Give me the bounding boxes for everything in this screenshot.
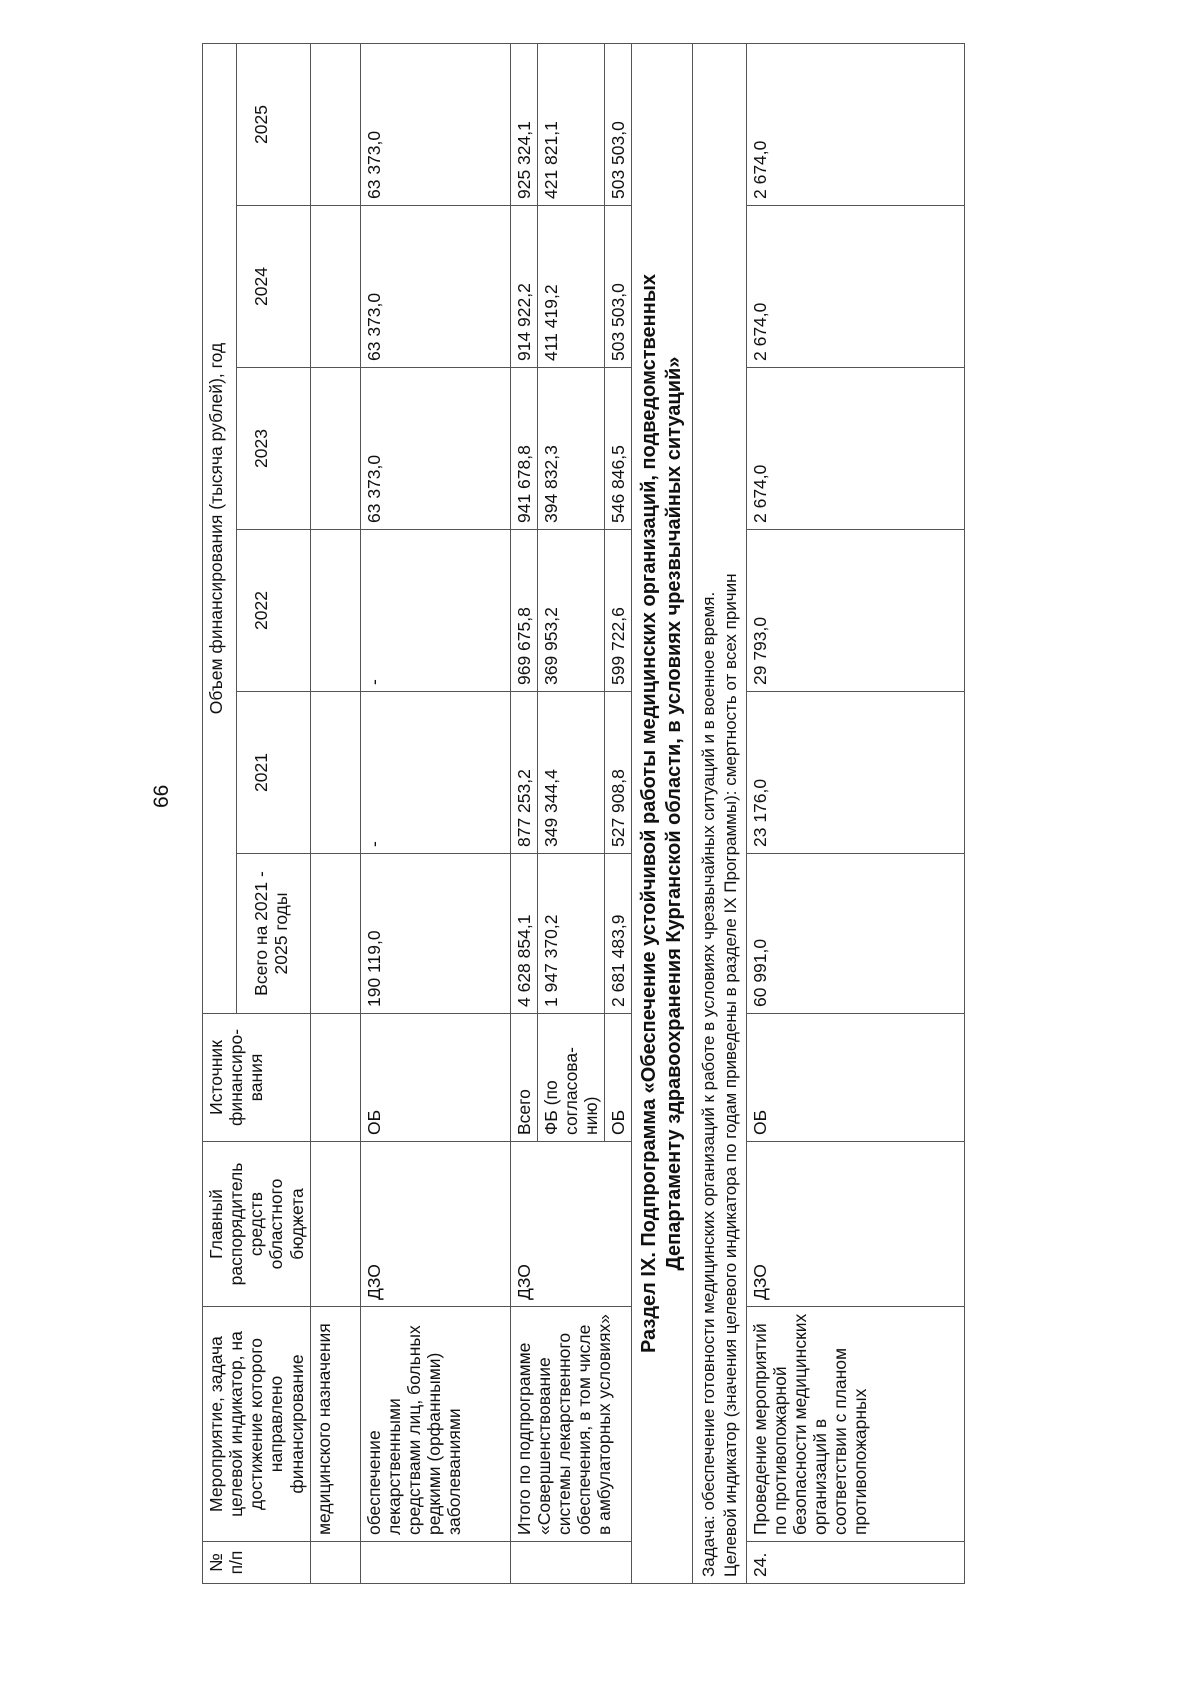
header-year-2022: 2022 (237, 530, 310, 692)
subtotal-2023: 546 846,5 (605, 368, 632, 530)
task-row (693, 44, 747, 1584)
cell-activity: Проведение мероприятий по противопожарной безопасности медицинских организаций в соответствии с планом противопожарных (746, 1307, 964, 1542)
cell-total (310, 854, 360, 1014)
cell-2025: 63 373,0 (360, 44, 510, 206)
section-title-line-2: Департаменту здравоохранения Курганской области, в условиях чрезвычайных ситуаций» (663, 356, 686, 1271)
table-row (310, 44, 360, 1584)
subtotal-2024: 411 419,2 (537, 206, 604, 368)
header-year-2021: 2021 (237, 692, 310, 854)
cell-2023 (310, 368, 360, 530)
task-line-1: Задача: обеспечение готовности медицинских организаций к работе в условиях чрезвычайных ситуаций и в военное время. (699, 591, 719, 1577)
cell-2022: - (360, 530, 510, 692)
section-title (632, 44, 693, 1584)
subtotal-2023: 394 832,3 (537, 368, 604, 530)
subtotal-total: 1 947 370,2 (537, 854, 604, 1014)
cell-2024: 2 674,0 (746, 206, 964, 368)
header-year-2025: 2025 (237, 44, 310, 206)
section-title-row (632, 44, 693, 1584)
table-row (360, 44, 510, 1584)
header-year-2023: 2023 (237, 368, 310, 530)
cell-num (360, 1542, 510, 1584)
cell-2021: 23 176,0 (746, 692, 964, 854)
subtotal-2021: 877 253,2 (510, 692, 537, 854)
header-row-1 (203, 44, 237, 1584)
section-title-line-1: Раздел IX. Подпрограмма «Обеспечение устойчивой работы медицинских организаций, подведомственных (638, 273, 661, 1354)
subtotal-2025: 421 821,1 (537, 44, 604, 206)
subtotal-2022: 369 953,2 (537, 530, 604, 692)
cell-2024: 63 373,0 (360, 206, 510, 368)
subtotal-2024: 503 503,0 (605, 206, 632, 368)
rotated-page (202, 44, 1136, 1584)
subtotal-2023: 941 678,8 (510, 368, 537, 530)
cell-activity: обеспечение лекарственными средствами лиц, больных редкими (орфанными) заболеваниями (360, 1307, 510, 1542)
cell-source: ОБ (360, 1014, 510, 1142)
cell-source: ОБ (746, 1014, 964, 1142)
header-year-2024: 2024 (237, 206, 310, 368)
cell-2024 (310, 206, 360, 368)
subtotal-activity: Итого по подпрограмме «Совершенствование системы лекарственного обеспечения, в том числе в амбулаторных условиях» (510, 1307, 632, 1542)
subtotal-source: ОБ (605, 1014, 632, 1142)
cell-num (310, 1542, 360, 1584)
subtotal-2025: 925 324,1 (510, 44, 537, 206)
cell-source (310, 1014, 360, 1142)
table-row (746, 44, 964, 1584)
financing-table (202, 43, 965, 1584)
subtotal-2021: 349 344,4 (537, 692, 604, 854)
cell-2022 (310, 530, 360, 692)
cell-total: 190 119,0 (360, 854, 510, 1014)
subtotal-total: 4 628 854,1 (510, 854, 537, 1014)
subtotal-manager: ДЗО (510, 1142, 632, 1307)
header-num: № п/п (203, 1542, 311, 1584)
subtotal-source: ФБ (по согласова-нию) (537, 1014, 604, 1142)
header-source: Источник финансиро-вания (203, 1014, 311, 1142)
header-total: Всего на 2021 - 2025 годы (237, 854, 310, 1014)
task-description (693, 44, 747, 1584)
page-number: 66 (150, 784, 173, 808)
cell-num: 24. (746, 1542, 964, 1584)
subtotal-total: 2 681 483,9 (605, 854, 632, 1014)
cell-2021: - (360, 692, 510, 854)
cell-manager: ДЗО (360, 1142, 510, 1307)
cell-2025: 2 674,0 (746, 44, 964, 206)
task-line-2: Целевой индикатор (значения целевого индикатора по годам приведены в разделе IX Программы): смертность от всех причин (720, 573, 740, 1577)
header-volume: Объем финансирования (тысяча рублей), год (203, 44, 237, 1014)
subtotal-2022: 969 675,8 (510, 530, 537, 692)
cell-2022: 29 793,0 (746, 530, 964, 692)
subtotal-2022: 599 722,6 (605, 530, 632, 692)
cell-total: 60 991,0 (746, 854, 964, 1014)
subtotal-2025: 503 503,0 (605, 44, 632, 206)
cell-manager: ДЗО (746, 1142, 964, 1307)
cell-activity: медицинского назначения (310, 1307, 360, 1542)
cell-2023: 63 373,0 (360, 368, 510, 530)
header-manager: Главный распорядитель средств областного бюджета (203, 1142, 311, 1307)
subtotal-row (510, 44, 537, 1584)
subtotal-2021: 527 908,8 (605, 692, 632, 854)
cell-manager (310, 1142, 360, 1307)
cell-num (510, 1542, 632, 1584)
cell-2021 (310, 692, 360, 854)
cell-2025 (310, 44, 360, 206)
subtotal-source: Всего (510, 1014, 537, 1142)
cell-2023: 2 674,0 (746, 368, 964, 530)
subtotal-2024: 914 922,2 (510, 206, 537, 368)
header-activity: Мероприятие, задача целевой индикатор, на достижение которого направлено финансирование (203, 1307, 311, 1542)
